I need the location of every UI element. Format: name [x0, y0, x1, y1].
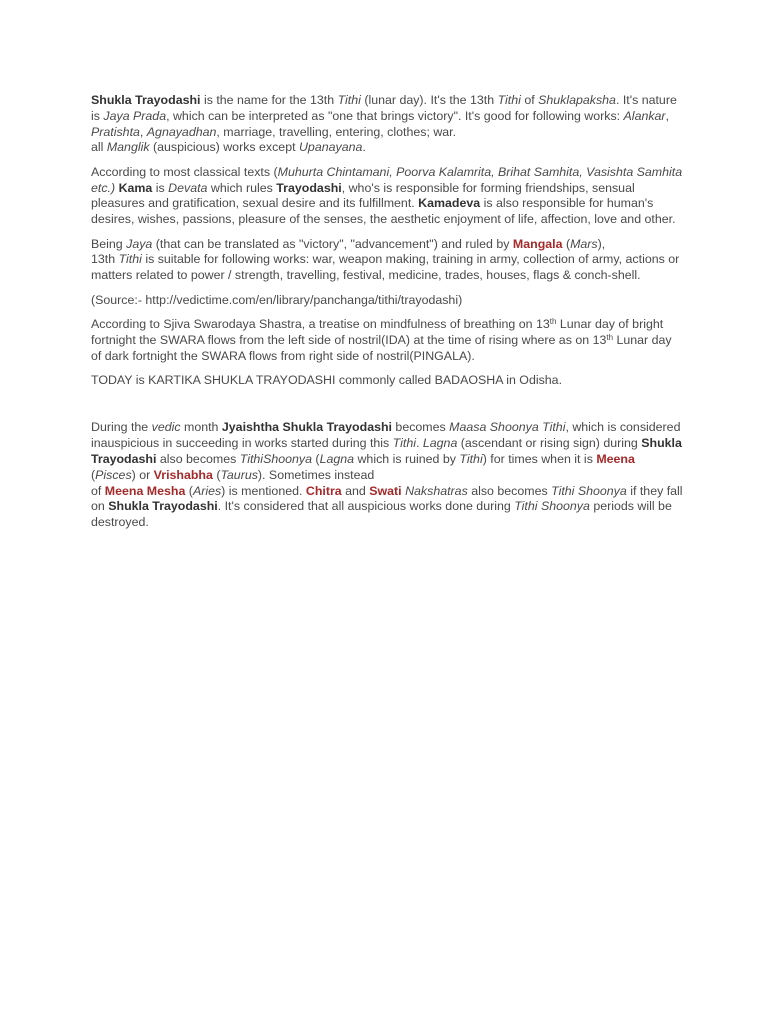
italic-term: Nakshatras [405, 483, 468, 498]
italic-term: Tithi [337, 93, 361, 107]
italic-term: Alankar [623, 108, 666, 123]
italic-term: Tithi [392, 436, 416, 451]
text-run: ( [212, 467, 221, 482]
paragraph-shoonya [91, 420, 683, 531]
highlighted-term: Mangala [512, 236, 563, 251]
italic-term: TithiShoonya [239, 451, 312, 466]
ordinal-suffix: th [549, 316, 557, 326]
text-run: . It's considered that all auspicious works done during [217, 499, 515, 514]
text-run: ) is mentioned. [221, 483, 306, 498]
bold-term: Kama [118, 180, 153, 195]
text-run: . [415, 436, 423, 451]
text-run: , marriage, travelling, entering, clothes; war. [216, 124, 457, 139]
text-run: ( [311, 451, 320, 466]
text-run: Lunar day of bright fortnight the SWARA flows from the left side of nostril(IDA) at the time of rising where as on 13 [91, 316, 664, 347]
text-run: is [152, 180, 169, 195]
paragraph-spacer [91, 397, 683, 420]
highlighted-term: Vrishabha [153, 467, 213, 482]
text-run: ). Sometimes instead [257, 467, 375, 482]
italic-term: Pisces [95, 467, 132, 482]
italic-term: Muhurta Chintamani, Poorva Kalamrita, Brihat Samhita, Vasishta Samhita etc.) [91, 164, 683, 195]
text-run: , [139, 124, 147, 139]
highlighted-term: Swati [369, 483, 402, 498]
italic-term: Tithi [118, 252, 142, 267]
text-run: . [362, 140, 366, 155]
italic-term: Tithi Shoonya [514, 499, 590, 514]
text-run: Lunar day of dark fortnight the SWARA flows from right side of nostril(PINGALA). [91, 332, 672, 363]
text-run: is suitable for following works: war, weapon making, training in army, collection of army, actions or matters related to power / strength, travelling, festival, medicine, trades, houses, flags & conch-shell. [91, 252, 680, 283]
text-run: (auspicious) works except [149, 140, 299, 155]
text-run: , [665, 108, 670, 123]
text-run: also becomes [156, 451, 240, 466]
text-run: Being [91, 236, 127, 251]
text-run: (that can be translated as "victory", "advancement") and ruled by [152, 236, 513, 251]
text-run: is also responsible for human's desires, wishes, passions, pleasure of the senses, the aesthetic enjoyment of life, affection, love and other. [91, 196, 676, 227]
text-run: also becomes [467, 483, 552, 498]
highlighted-term: Meena [596, 451, 635, 466]
italic-term: Jaya Prada [103, 108, 167, 123]
text-run: (Source:- http://vedictime.com/en/library/panchanga/tithi/trayodashi) [91, 292, 463, 307]
bold-term: Kamadeva [418, 196, 481, 211]
text-run: if they fall on [91, 483, 683, 514]
italic-term: vedic [151, 420, 181, 435]
italic-term: Agnayadhan [146, 124, 217, 139]
text-run: (ascendant or rising sign) during [457, 436, 642, 451]
text-run: ), [597, 236, 606, 251]
highlighted-term: Chitra [305, 483, 342, 498]
paragraph-source [91, 293, 683, 309]
text-run: ) or [131, 467, 154, 482]
italic-term: Tithi [497, 93, 521, 107]
text-run: periods will be destroyed. [91, 499, 672, 530]
text-run: , which is considered inauspicious in succeeding in works started during this [91, 420, 681, 451]
italic-term: Aries [192, 483, 222, 498]
text-run: (lunar day). It's the 13th [360, 93, 498, 107]
text-run: month [180, 420, 222, 435]
bold-term: Shukla Trayodashi [91, 93, 201, 107]
bold-term: Shukla Trayodashi [91, 436, 682, 466]
text-run: ) for times when it is [482, 451, 597, 466]
italic-term: Devata [168, 180, 208, 195]
text-run: According to Sjiva Swarodaya Shastra, a treatise on mindfulness of breathing on 13 [91, 316, 550, 331]
italic-term: Shuklapaksha [538, 93, 616, 107]
bold-term: Trayodashi [276, 180, 342, 195]
paragraph-intro [91, 93, 683, 156]
text-run: which rules [207, 180, 277, 195]
highlighted-term: Meena Mesha [104, 483, 186, 498]
text-run: becomes [391, 420, 450, 435]
italic-term: Pratishta [91, 124, 140, 139]
italic-term: Upanayana [298, 140, 363, 155]
text-run: . It's nature is [91, 93, 677, 123]
italic-term: Taurus [220, 467, 258, 482]
paragraph-jaya [91, 237, 683, 284]
italic-term: Tithi [459, 451, 483, 466]
italic-term: Jaya [126, 236, 153, 251]
ordinal-suffix: th [606, 332, 614, 342]
text-run: ( [91, 467, 96, 482]
text-run: According to most classical texts ( [91, 164, 278, 179]
paragraph-today [91, 373, 683, 389]
text-run: ( [185, 483, 193, 498]
text-run: , who's is responsible for forming friendships, sensual pleasures and gratification, sexual desire and its fulfillment. [91, 180, 635, 211]
text-run: TODAY is KARTIKA SHUKLA TRAYODASHI commonly called BADAOSHA in Odisha. [91, 372, 563, 387]
text-run: ( [562, 236, 571, 251]
italic-term: Lagna [319, 451, 355, 466]
text-run: is the name for the 13th [200, 93, 338, 107]
bold-term: Shukla Trayodashi [108, 499, 218, 514]
text-run: 13th [91, 252, 119, 267]
text-run: of [91, 483, 105, 498]
paragraph-swara [91, 317, 683, 364]
text-run: of [520, 93, 539, 107]
text-run: and [341, 483, 370, 498]
document-body [91, 93, 683, 539]
italic-term: Lagna [422, 436, 458, 451]
text-run: , which can be interpreted as "one that brings victory". It's good for following works: [166, 108, 624, 123]
text-run: During the [91, 420, 152, 435]
italic-term: Tithi Shoonya [551, 483, 627, 498]
paragraph-kama [91, 165, 683, 228]
italic-term: Manglik [106, 140, 150, 155]
text-run: which is ruined by [354, 451, 460, 466]
italic-term: Mars [570, 236, 598, 251]
bold-term: Jyaishtha Shukla Trayodashi [221, 420, 392, 435]
italic-term: Maasa Shoonya Tithi [449, 420, 566, 435]
text-run: all [91, 140, 107, 155]
